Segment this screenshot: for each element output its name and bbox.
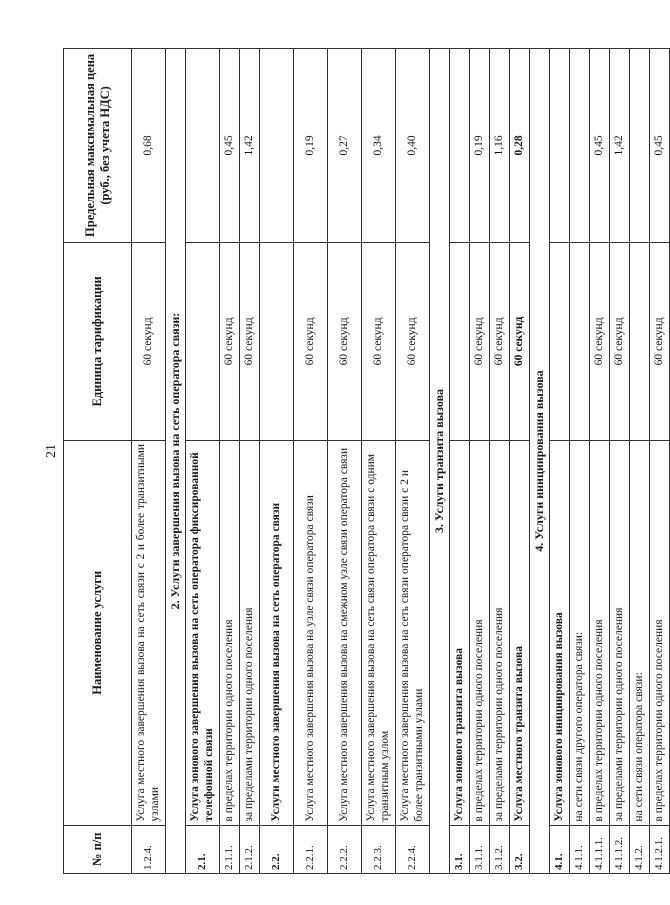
tariff-unit: 60 секунд xyxy=(362,242,396,440)
row-number: 3.2. xyxy=(510,825,530,873)
table-row xyxy=(470,49,490,874)
section-row xyxy=(166,49,186,874)
tariff-unit: 60 секунд xyxy=(240,242,260,440)
tariff-unit: 60 секунд xyxy=(294,242,328,440)
group-row xyxy=(510,49,530,874)
row-number: 2.2. xyxy=(260,825,294,873)
row-number: 2.2.1. xyxy=(294,825,328,873)
tariff-unit: 60 секунд xyxy=(470,242,490,440)
table-row xyxy=(570,49,590,874)
tariff-unit: 60 секунд xyxy=(396,242,430,440)
max-price: 0,45 xyxy=(650,49,670,243)
row-number: 2.2.2. xyxy=(328,825,362,873)
group-row xyxy=(450,49,470,874)
service-name: Услуга местного завершения вызова на сеть связи оператора связи с одним транзитным узлом xyxy=(362,440,396,825)
service-name: Услуга зонового инициирования вызова xyxy=(550,440,570,825)
group-row xyxy=(186,49,220,874)
service-name: Услуга местного завершения вызова на сеть связи оператора связи с 2 и более транзитными узлами xyxy=(396,440,430,825)
row-number: 2.1. xyxy=(186,825,220,873)
tariff-unit: 60 секунд xyxy=(490,242,510,440)
service-name: за пределами территории одного поселения xyxy=(240,440,260,825)
max-price xyxy=(260,49,294,243)
tariff-unit xyxy=(260,242,294,440)
section-title: 3. Услуги транзита вызова xyxy=(430,49,450,874)
tariff-unit xyxy=(186,242,220,440)
row-number: 4.1. xyxy=(550,825,570,873)
service-name: Услуга зонового транзита вызова xyxy=(450,440,470,825)
max-price: 1,42 xyxy=(240,49,260,243)
service-name: на сети связи оператора связи: xyxy=(630,440,650,825)
tariff-unit: 60 секунд xyxy=(132,242,166,440)
header-num: № п/п xyxy=(64,825,132,873)
service-name: Услуга местного завершения вызова на сеть связи с 2 и более транзитными узлами xyxy=(132,440,166,825)
table-row xyxy=(610,49,630,874)
service-name: Услуга местного транзита вызова xyxy=(510,440,530,825)
table-row xyxy=(396,49,430,874)
service-name: Услуги местного завершения вызова на сеть оператора связи xyxy=(260,440,294,825)
tariff-unit: 60 секунд xyxy=(590,242,610,440)
row-number: 3.1. xyxy=(450,825,470,873)
max-price: 1,42 xyxy=(610,49,630,243)
max-price: 0,28 xyxy=(510,49,530,243)
max-price: 0,19 xyxy=(470,49,490,243)
tariff-table xyxy=(63,48,670,874)
row-number: 1.2.4. xyxy=(132,825,166,873)
tariff-unit: 60 секунд xyxy=(610,242,630,440)
service-name: за пределами территории одного поселения xyxy=(490,440,510,825)
row-number: 4.1.2.1. xyxy=(650,825,670,873)
section-title: 2. Услуги завершения вызова на сеть оператора связи: xyxy=(166,49,186,874)
max-price: 0,45 xyxy=(590,49,610,243)
tariff-unit xyxy=(570,242,590,440)
max-price: 0,40 xyxy=(396,49,430,243)
table-row xyxy=(490,49,510,874)
max-price: 0,27 xyxy=(328,49,362,243)
tariff-unit xyxy=(450,242,470,440)
service-name: в пределах территории одного поселения xyxy=(470,440,490,825)
group-row xyxy=(550,49,570,874)
table-row xyxy=(630,49,650,874)
header-price: Предельная максимальная цена (руб., без учета НДС) xyxy=(64,49,132,243)
row-number: 3.1.1. xyxy=(470,825,490,873)
row-number: 2.1.2. xyxy=(240,825,260,873)
table-row xyxy=(240,49,260,874)
tariff-unit: 60 секунд xyxy=(650,242,670,440)
service-name: в пределах территории одного поселения xyxy=(590,440,610,825)
service-name: Услуга местного завершения вызова на узле связи оператора связи xyxy=(294,440,328,825)
table-row xyxy=(362,49,396,874)
table-row xyxy=(220,49,240,874)
page-number xyxy=(40,436,64,466)
table-body xyxy=(132,49,670,874)
max-price: 0,34 xyxy=(362,49,396,243)
service-name: за пределами территории одного поселения xyxy=(610,440,630,825)
table-row xyxy=(328,49,362,874)
max-price xyxy=(630,49,650,243)
header-name: Наименование услуги xyxy=(64,440,132,825)
tariff-unit: 60 секунд xyxy=(220,242,240,440)
table-row xyxy=(294,49,328,874)
row-number: 2.2.4. xyxy=(396,825,430,873)
rotated-table-container xyxy=(63,48,666,874)
header-unit: Единица тарификации xyxy=(64,242,132,440)
row-number: 3.1.2. xyxy=(490,825,510,873)
group-row xyxy=(260,49,294,874)
row-number: 2.2.3. xyxy=(362,825,396,873)
service-name: на сети связи другого оператора связи: xyxy=(570,440,590,825)
page-number-text: 21 xyxy=(44,444,59,458)
row-number: 4.1.1.2. xyxy=(610,825,630,873)
table-row xyxy=(590,49,610,874)
row-number: 2.1.1. xyxy=(220,825,240,873)
max-price xyxy=(450,49,470,243)
max-price: 0,45 xyxy=(220,49,240,243)
service-name: в пределах территории одного поселения xyxy=(650,440,670,825)
max-price: 0,68 xyxy=(132,49,166,243)
table-header-row xyxy=(64,49,132,874)
section-row xyxy=(430,49,450,874)
row-number: 4.1.1.1. xyxy=(590,825,610,873)
max-price: 1,16 xyxy=(490,49,510,243)
tariff-unit xyxy=(550,242,570,440)
row-number: 4.1.2. xyxy=(630,825,650,873)
table-row xyxy=(650,49,670,874)
table-row xyxy=(132,49,166,874)
max-price xyxy=(550,49,570,243)
section-title: 4. Услуги инициирования вызова xyxy=(530,49,550,874)
tariff-unit: 60 секунд xyxy=(328,242,362,440)
section-row xyxy=(530,49,550,874)
service-name: в пределах территории одного поселения xyxy=(220,440,240,825)
service-name: Услуга зонового завершения вызова на сеть оператора фиксированной телефонной связи xyxy=(186,440,220,825)
max-price: 0,19 xyxy=(294,49,328,243)
row-number: 4.1.1. xyxy=(570,825,590,873)
max-price xyxy=(186,49,220,243)
max-price xyxy=(570,49,590,243)
tariff-unit: 60 секунд xyxy=(510,242,530,440)
tariff-unit xyxy=(630,242,650,440)
service-name: Услуга местного завершения вызова на смежном узле связи оператора связи xyxy=(328,440,362,825)
